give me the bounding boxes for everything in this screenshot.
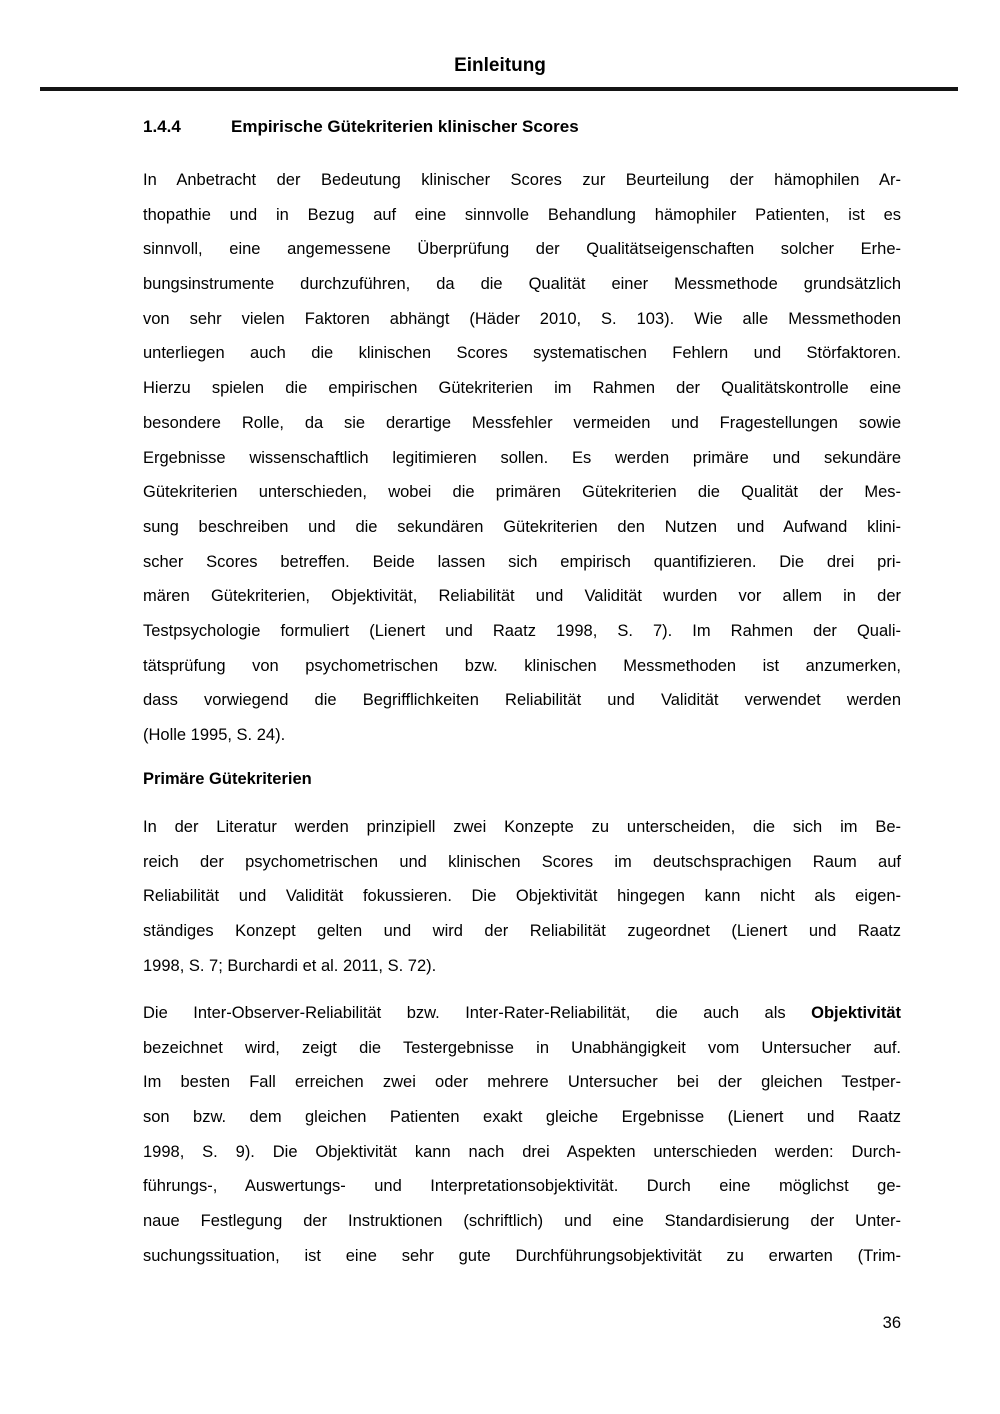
paragraph-1 [143,163,901,753]
text-line: thopathie und in Bezug auf eine sinnvolle Behandlung hämophiler Patienten, ist es [143,205,901,224]
text-line: son bzw. dem gleichen Patienten exakt gleiche Ergebnisse (Lienert und Raatz [143,1108,901,1127]
text-line [143,996,901,1031]
text-line: 1998, S. 7; Burchardi et al. 2011, S. 72). [143,956,437,975]
text-line: Gütekriterien unterschieden, wobei die primären Gütekriterien die Qualität der Mes- [143,483,901,502]
text-line: bungsinstrumente durchzuführen, da die Qualität einer Messmethode grundsätzlich [143,275,901,294]
text-line: Hierzu spielen die empirischen Gütekriterien im Rahmen der Qualitätskontrolle eine [143,379,901,398]
text-segment: Die Inter-Observer-Reliabilität bzw. Inter-Rater-Reliabilität, die auch als [143,1004,812,1022]
text-line: sung beschreiben und die sekundären Gütekriterien den Nutzen und Aufwand klini- [143,517,901,536]
text-line: sinnvoll, eine angemessene Überprüfung der Qualitätseigenschaften solcher Erhe- [143,240,901,259]
text-line: In der Literatur werden prinzipiell zwei Konzepte zu unterscheiden, die sich im Be- [143,818,901,836]
paragraph-2 [143,810,901,983]
text-line: naue Festlegung der Instruktionen (schriftlich) und eine Standardisierung der Unter- [143,1212,901,1231]
text-line: Reliabilität und Validität fokussieren. Die Objektivität hingegen kann nicht als eigen- [143,887,901,906]
text-line: dass vorwiegend die Begrifflichkeiten Reliabilität und Validität verwendet werden [143,691,901,710]
text-line: mären Gütekriterien, Objektivität, Reliabilität und Validität wurden vor allem in der [143,587,901,606]
text-line: 1998, S. 9). Die Objektivität kann nach drei Aspekten unterschieden werden: Durch- [143,1142,901,1161]
header-rule [40,87,958,91]
text-line: reich der psychometrischen und klinischen Scores im deutschsprachigen Raum auf [143,852,901,871]
text-line: tätsprüfung von psychometrischen bzw. klinischen Messmethoden ist anzumerken, [143,656,901,675]
text-line: Testpsychologie formuliert (Lienert und Raatz 1998, S. 7). Im Rahmen der Quali- [143,621,901,640]
text-line: suchungssituation, ist eine sehr gute Durchführungsobjektivität zu erwarten (Trim- [143,1246,901,1265]
text-line: In Anbetracht der Bedeutung klinischer Scores zur Beurteilung der hämophilen Ar- [143,171,901,189]
section-title: Empirische Gütekriterien klinischer Scores [231,117,579,136]
section-number: 1.4.4 [143,117,181,136]
text-line: unterliegen auch die klinischen Scores systematischen Fehlern und Störfaktoren. [143,344,901,363]
paragraph-3 [143,996,901,1274]
page-number: 36 [882,1314,901,1332]
text-line: von sehr vielen Faktoren abhängt (Häder 2010, S. 103). Wie alle Messmethoden [143,309,901,328]
text-line: besondere Rolle, da sie derartige Messfehler vermeiden und Fragestellungen sowie [143,413,901,432]
text-line: Im besten Fall erreichen zwei oder mehrere Untersucher bei der gleichen Testper- [143,1073,901,1092]
page-header-title: Einleitung [454,55,546,76]
bold-text: Objektivität [811,1004,901,1022]
text-line: (Holle 1995, S. 24). [143,726,286,744]
subsection-heading: Primäre Gütekriterien [143,770,312,788]
text-line: führungs-, Auswertungs- und Interpretationsobjektivität. Durch eine möglichst ge- [143,1177,901,1196]
text-line: bezeichnet wird, zeigt die Testergebnisse in Unabhängigkeit vom Untersucher auf. [143,1038,901,1057]
text-line: scher Scores betreffen. Beide lassen sich empirisch quantifizieren. Die drei pri- [143,552,901,571]
text-line: ständiges Konzept gelten und wird der Reliabilität zugeordnet (Lienert und Raatz [143,922,901,941]
text-line: Ergebnisse wissenschaftlich legitimieren sollen. Es werden primäre und sekundäre [143,448,901,467]
section-heading [143,117,901,137]
